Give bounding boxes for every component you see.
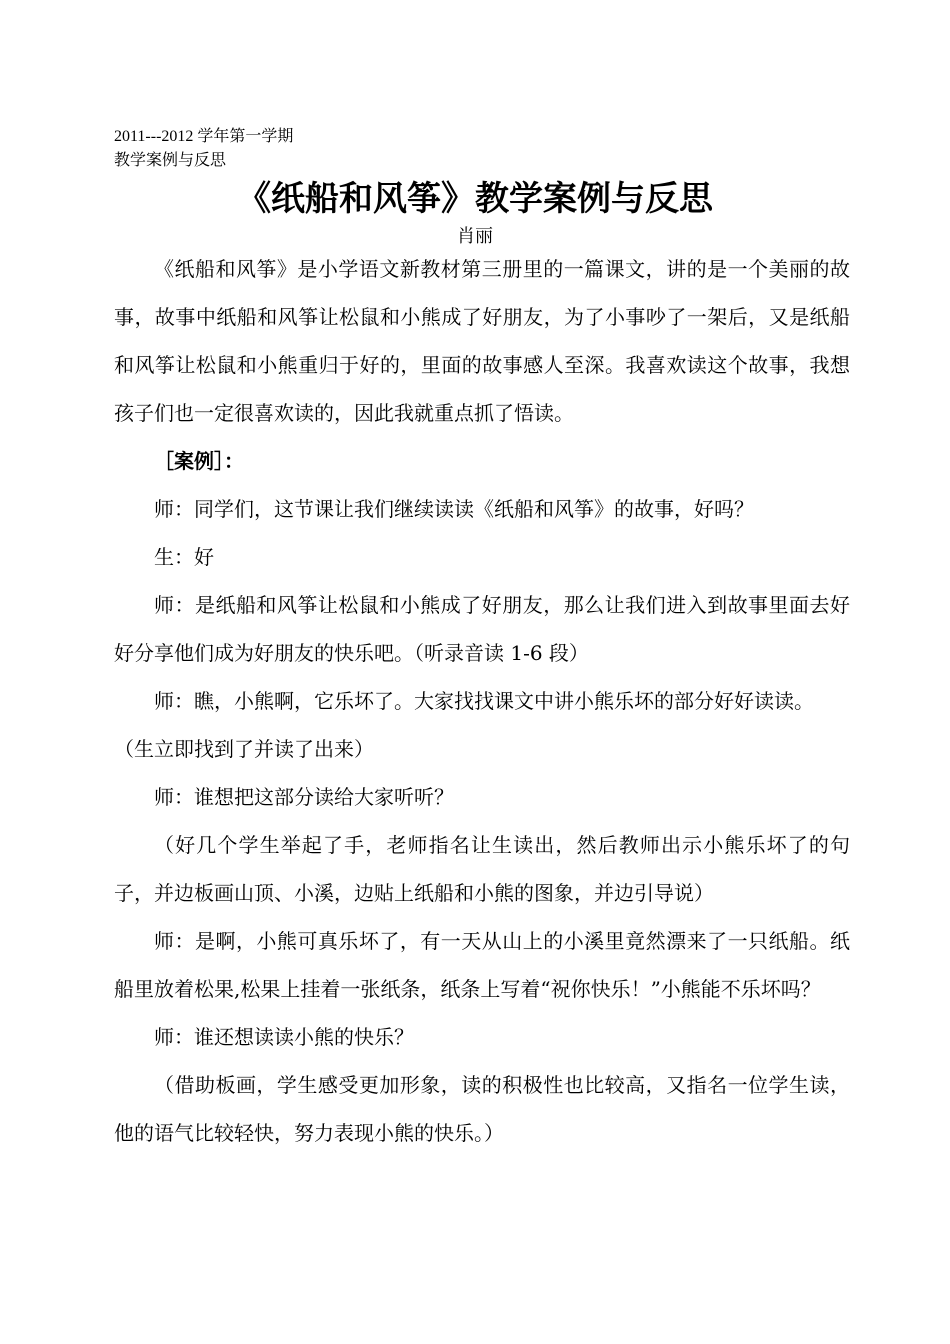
category-header: 教学案例与反思 <box>114 152 227 169</box>
dialogue-paragraph: 师：是啊，小熊可真乐坏了，有一天从山上的小溪里竟然漂来了一只纸船。纸船里放着松果,松果上挂着一张纸条，纸条上写着“祝你快乐！”小熊能不乐坏吗？ <box>114 929 850 1001</box>
dialogue-paragraph: 师：谁想把这部分读给大家听听？ <box>154 785 454 809</box>
intro-paragraph: 《纸船和风筝》是小学语文新教材第三册里的一篇课文，讲的是一个美丽的故事，故事中纸船和风筝让松鼠和小熊成了好朋友，为了小事吵了一架后，又是纸船和风筝让松鼠和小熊重归于好的，里面的故事感人至深。我喜欢读这个故事，我想孩子们也一定很喜欢读的，因此我就重点抓了悟读。 <box>114 257 850 425</box>
dialogue-paragraph: 师：谁还想读读小熊的快乐？ <box>154 1025 414 1049</box>
dialogue-paragraph: 师：同学们，这节课让我们继续读读《纸船和风筝》的故事，好吗？ <box>154 497 754 521</box>
dialogue-paragraph: （好几个学生举起了手，老师指名让生读出，然后教师出示小熊乐坏了的句子，并边板画山顶、小溪，边贴上纸船和小熊的图象，并边引导说） <box>114 833 850 905</box>
document-body <box>114 245 850 1157</box>
author-name: 肖丽 <box>457 226 493 247</box>
document-title: 《纸船和风筝》教学案例与反思 <box>237 179 713 219</box>
dialogue-paragraph: 生：好 <box>154 545 214 569</box>
dialogue-paragraph: （生立即找到了并读了出来） <box>114 737 374 761</box>
semester-header: 2011---2012 学年第一学期 <box>114 128 294 145</box>
case-heading: ［案例］： <box>154 449 244 473</box>
dialogue-paragraph: 师：瞧，小熊啊，它乐坏了。大家找找课文中讲小熊乐坏的部分好好读读。 <box>154 689 814 713</box>
dialogue-paragraph: （借助板画，学生感受更加形象，读的积极性也比较高，又指名一位学生读，他的语气比较轻快，努力表现小熊的快乐。） <box>114 1073 850 1145</box>
dialogue-paragraph: 师：是纸船和风筝让松鼠和小熊成了好朋友，那么让我们进入到故事里面去好好分享他们成为好朋友的快乐吧。（听录音读 1-6 段） <box>114 593 850 665</box>
